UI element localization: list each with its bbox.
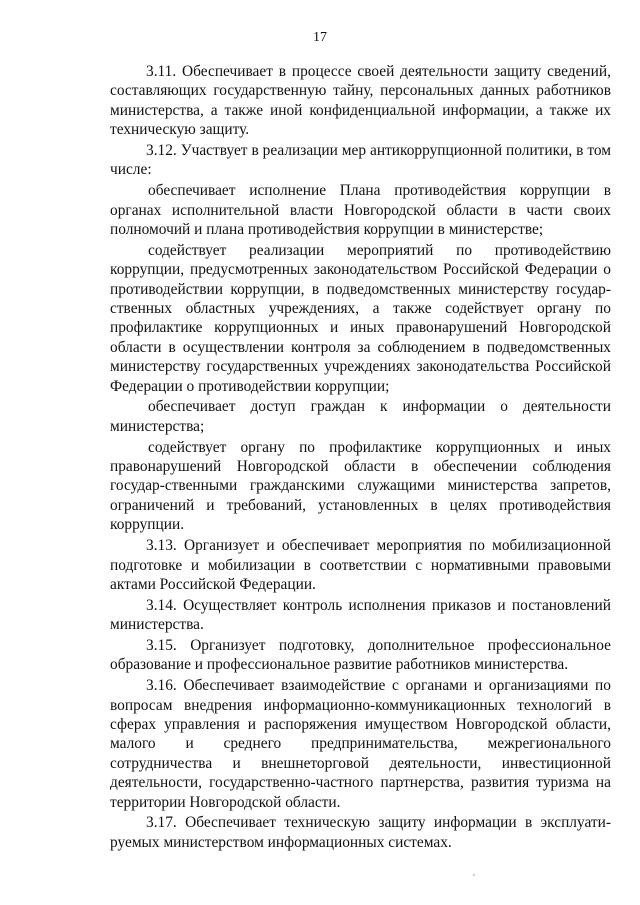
paragraph-3-12-item-2: содействует реализации мероприятий по противодействию коррупции, предусмотренных законодательством Российской Федерации о противодействии коррупции, в подведомственных министерству государ-ственных областных учреждениях, а также содействует органу по профилактике коррупционных и иных правонарушений Новгородской области в осуществлении контроля за соблюдением в подведомственных министерству государственных учреждениях законодательства Российской Федерации о противодействии коррупции; xyxy=(110,241,611,395)
page-number: 17 xyxy=(313,30,327,45)
paragraph-3-16: 3.16. Обеспечивает взаимодействие с органами и организациями по вопросам внедрения информационно-коммуникационных технологий в сферах управления и распоряжения имуществом Новгородской области, малого и среднего предпринимательства, межрегионального сотрудничества и внешнеторговой деятельности, инвестиционной деятельности, государственно-частного партнерства, развития туризма на территории Новгородской области. xyxy=(110,677,611,811)
paragraph-3-14: 3.14. Осуществляет контроль исполнения приказов и постановлений министерства. xyxy=(110,596,611,634)
paragraph-3-12-item-3: обеспечивает доступ граждан к информации о деятельности министерства; xyxy=(110,398,611,435)
scan-speck xyxy=(473,874,475,876)
paragraph-3-11: 3.11. Обеспечивает в процессе своей деятельности защиту сведений, составляющих государственную тайну, персональных данных работников министерства, а также иной конфиденциальной информации, а также их техническую защиту. xyxy=(110,63,611,139)
paragraph-3-15: 3.15. Организует подготовку, дополнительное профессиональное образование и профессиональное развитие работников министерства. xyxy=(110,636,611,674)
paragraph-3-12-item-4: содействует органу по профилактике коррупционных и иных правонарушений Новгородской области в обеспечении соблюдения государ-ственными гражданскими служащими министерства запретов, ограничений и требований, установленных в целях противодействия коррупции. xyxy=(110,438,611,534)
document-body xyxy=(110,62,611,854)
paragraph-3-12-item-1: обеспечивает исполнение Плана противодействия коррупции в органах исполнительной власти Новгородской области в части своих полномочий и плана противодействия коррупции в министерстве; xyxy=(110,182,611,239)
paragraph-3-17: 3.17. Обеспечивает техническую защиту информации в эксплуати-руемых министерством информационных системах. xyxy=(110,814,611,851)
paragraph-3-13: 3.13. Организует и обеспечивает мероприятия по мобилизационной подготовке и мобилизации в соответствии с нормативными правовыми актами Российской Федерации. xyxy=(110,537,611,593)
paragraph-3-12: 3.12. Участвует в реализации мер антикоррупционной политики, в том числе: xyxy=(110,142,611,179)
